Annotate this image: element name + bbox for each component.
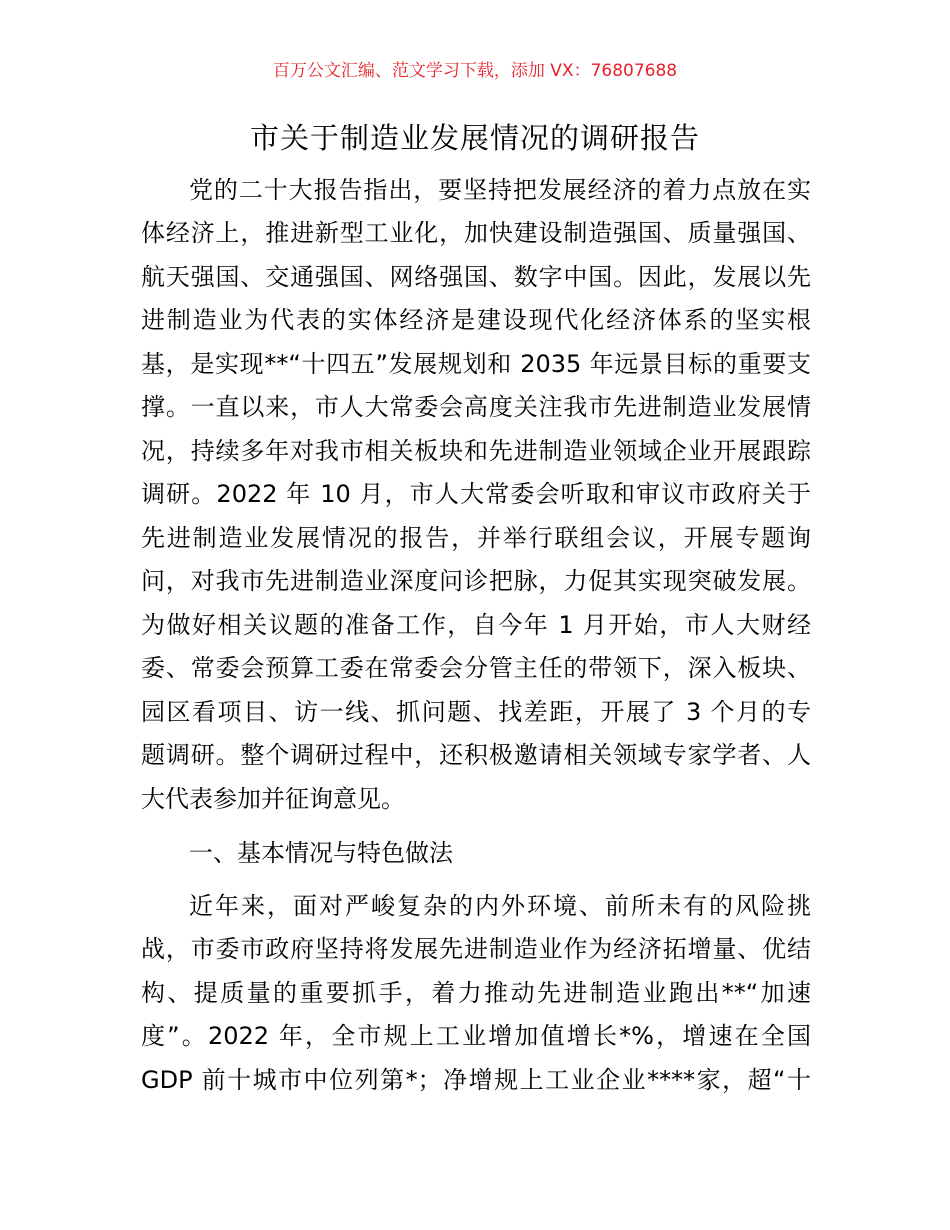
text-line: GDP 前十城市中位列第*；净增规上工业企业****家，超“十 (141, 1066, 811, 1094)
text-line: 问，对我市先进制造业深度问诊把脉，力促其实现突破发展。 (141, 567, 811, 595)
text-line: 大代表参加并征询意见。 (141, 785, 405, 813)
text-line: 委、常委会预算工委在常委会分管主任的带领下，深入板块、 (141, 654, 811, 682)
document-title: 市关于制造业发展情况的调研报告 (249, 121, 700, 155)
text-line: 体经济上，推进新型工业化，加快建设制造强国、质量强国、 (141, 219, 811, 247)
text-line: 为做好相关议题的准备工作，自今年 1 月开始，市人大财经 (141, 611, 811, 639)
download-notice: 百万公文汇编、范文学习下载，添加 VX：76807688 (272, 61, 678, 81)
text-line: 进制造业为代表的实体经济是建设现代化经济体系的坚实根 (141, 306, 811, 334)
text-line: 基，是实现**“十四五”发展规划和 2035 年远景目标的重要支 (141, 350, 811, 378)
text-line: 先进制造业发展情况的报告，并举行联组会议，开展专题询 (141, 524, 811, 552)
text-line: 战，市委市政府坚持将发展先进制造业作为经济拓增量、优结 (141, 935, 811, 963)
section-heading: 一、基本情况与特色做法 (189, 839, 453, 867)
text-line: 构、提质量的重要抓手，着力推动先进制造业跑出**“加速 (141, 979, 811, 1007)
text-line: 党的二十大报告指出，要坚持把发展经济的着力点放在实 (189, 176, 811, 204)
text-line: 航天强国、交通强国、网络强国、数字中国。因此，发展以先 (141, 263, 811, 291)
text-line: 近年来，面对严峻复杂的内外环境、前所未有的风险挑 (189, 892, 811, 920)
text-line: 调研。2022 年 10 月，市人大常委会听取和审议市政府关于 (141, 480, 811, 508)
text-line: 度”。2022 年，全市规上工业增加值增长*%，增速在全国 (141, 1022, 811, 1050)
text-line: 撑。一直以来，市人大常委会高度关注我市先进制造业发展情 (141, 393, 811, 421)
text-line: 况，持续多年对我市相关板块和先进制造业领域企业开展跟踪 (141, 437, 811, 465)
text-line: 园区看项目、访一线、抓问题、找差距，开展了 3 个月的专 (141, 698, 811, 726)
text-line: 题调研。整个调研过程中，还积极邀请相关领域专家学者、人 (141, 741, 811, 769)
